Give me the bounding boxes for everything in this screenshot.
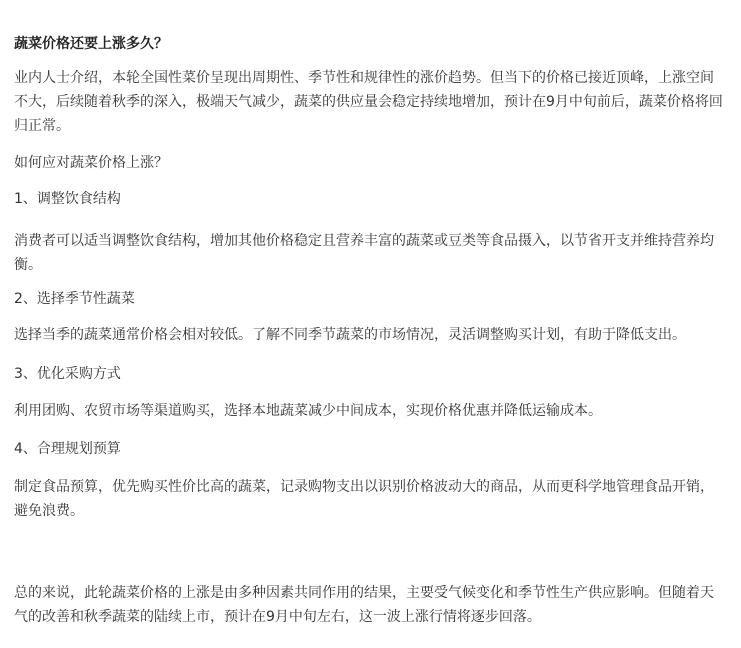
tip-body-4: 制定食品预算，优先购买性价比高的蔬菜，记录购物支出以识别价格波动大的商品，从而更科学地管理食品开销，避免浪费。 xyxy=(14,479,714,519)
article-title: 蔬菜价格还要上涨多久？ xyxy=(14,36,168,52)
tip-heading-3: 3、优化采购方式 xyxy=(14,366,121,382)
tip-body-2: 选择当季的蔬菜通常价格会相对较低。了解不同季节蔬菜的市场情况，灵活调整购买计划，有助于降低支出。 xyxy=(14,327,686,343)
intro-paragraph: 业内人士介绍，本轮全国性菜价呈现出周期性、季节性和规律性的涨价趋势。但当下的价格已接近顶峰，上涨空间不大，后续随着秋季的深入，极端天气减少，蔬菜的供应量会稳定持续地增加，预计在9月中旬前后，蔬菜价格将回归正常。 xyxy=(14,70,723,134)
tip-body-3: 利用团购、农贸市场等渠道购买，选择本地蔬菜减少中间成本，实现价格优惠并降低运输成本。 xyxy=(14,403,602,419)
tip-heading-1: 1、调整饮食结构 xyxy=(14,191,121,207)
tip-heading-2: 2、选择季节性蔬菜 xyxy=(14,291,135,307)
tip-body-1: 消费者可以适当调整饮食结构，增加其他价格稳定且营养丰富的蔬菜或豆类等食品摄入，以节省开支并维持营养均衡。 xyxy=(14,233,714,273)
summary-paragraph: 总的来说，此轮蔬菜价格的上涨是由多种因素共同作用的结果，主要受气候变化和季节性生产供应影响。但随着天气的改善和秋季蔬菜的陆续上市，预计在9月中旬左右，这一波上涨行情将逐步回落。 xyxy=(14,585,714,625)
tip-heading-4: 4、合理规划预算 xyxy=(14,441,121,457)
question-paragraph: 如何应对蔬菜价格上涨？ xyxy=(14,155,168,171)
